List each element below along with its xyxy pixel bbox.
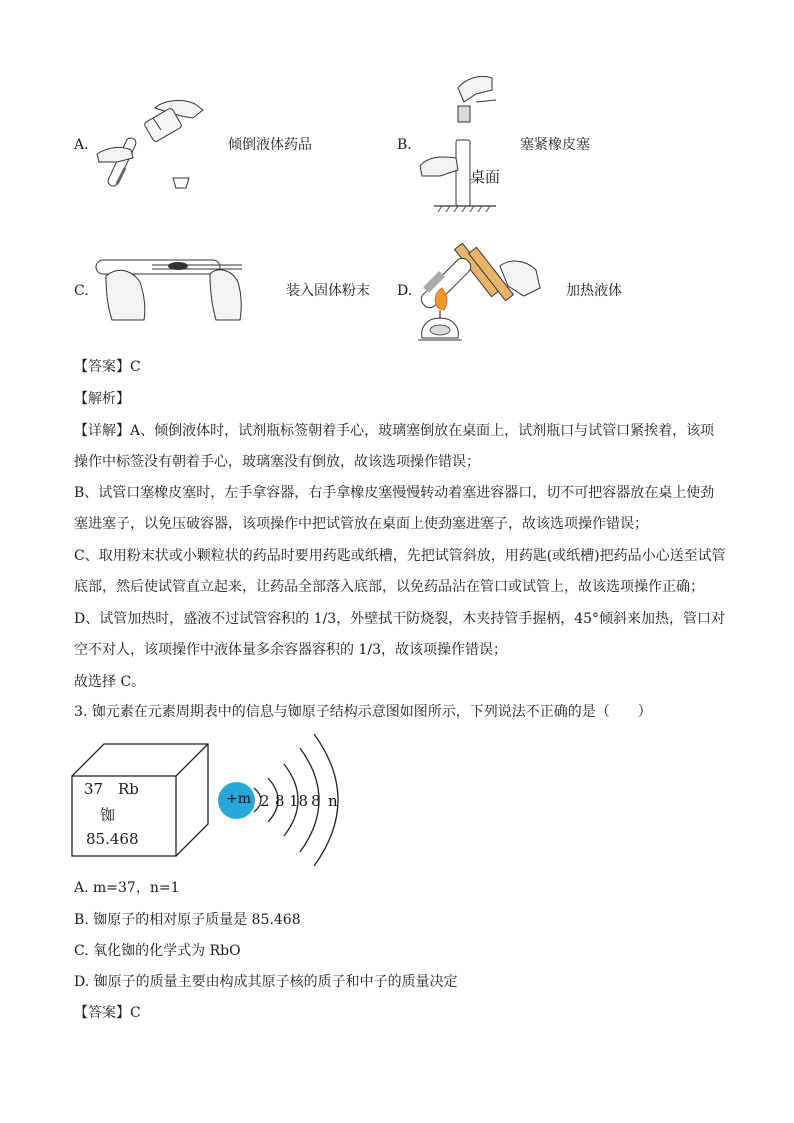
explanation-line-2: 操作中标签没有朝着手心，玻璃塞没有倒放，故该选项操作错误； <box>74 454 480 470</box>
nucleus-charge: +m <box>226 791 252 807</box>
explanation-line-1: 【详解】A、倾倒液体时，试剂瓶标签朝着手心，玻璃塞倒放在桌面上，试剂瓶口与试管口紧挨着，该项 <box>74 423 715 439</box>
atomic-mass: 85.468 <box>86 830 139 848</box>
choice-a: A. m=37，n=1 <box>74 880 180 896</box>
choice-c: C. 氧化铷的化学式为 RbO <box>74 943 241 959</box>
explanation-line-3: B、试管口塞橡皮塞时，左手拿容器，右手拿橡皮塞慢慢转动着塞进容器口，切不可把容器放在桌上使劲 <box>74 485 715 501</box>
option-a-letter: A. <box>74 137 89 153</box>
option-b-label: 塞紧橡皮塞 <box>520 137 590 153</box>
element-name: 铷 <box>100 806 116 824</box>
insert-stopper-illustration <box>420 72 510 214</box>
option-d-letter: D. <box>397 283 413 299</box>
explanation-line-8: 空不对人，该项操作中液体量多余容器容积的 1/3，故该项操作错误； <box>74 642 507 658</box>
shell-5-electrons: n <box>328 792 338 810</box>
question-3-stem: 3. 铷元素在元素周期表中的信息与铷原子结构示意图如图所示，下列说法不正确的是（ ） <box>74 704 652 720</box>
explanation-line-5: C、取用粉末状或小颗粒状的药品时要用药匙或纸槽，先把试管斜放，用药匙(或纸槽)把药品小心送至试管 <box>74 548 726 564</box>
element-symbol: Rb <box>118 780 139 798</box>
shell-3-electrons: 18 <box>289 792 309 810</box>
explanation-line-7: D、试管加热时，盛液不过试管容积的 1/3，外壁拭干防烧裂，木夹持管手握柄，45°倾斜来加热，管口对 <box>74 611 726 627</box>
shell-4-electrons: 8 <box>311 792 321 810</box>
answer-2: 【答案】C <box>74 1005 141 1021</box>
option-c-label: 装入固体粉末 <box>286 283 370 299</box>
option-a-label: 倾倒液体药品 <box>228 137 312 153</box>
explanation-line-6: 底部，然后使试管直立起来，让药品全部落入底部，以免药品沾在管口或试管上，故该选项操作正确； <box>74 579 704 595</box>
explanation-line-9: 故选择 C。 <box>74 674 146 690</box>
analysis-heading: 【解析】 <box>74 391 130 407</box>
shell-1-electrons: 2 <box>260 792 270 810</box>
table-label: 桌面 <box>470 168 501 186</box>
shell-2-electrons: 8 <box>275 792 285 810</box>
option-c-letter: C. <box>74 283 89 299</box>
powder-loading-illustration <box>92 248 252 324</box>
choice-d: D. 铷原子的质量主要由构成其原子核的质子和中子的质量决定 <box>74 974 458 990</box>
option-b-letter: B. <box>397 137 412 153</box>
explanation-line-4: 塞进塞子，以免压破容器，该项操作中把试管放在桌面上使劲塞进塞子，故该选项操作错误； <box>74 516 648 532</box>
heating-liquid-illustration <box>412 230 552 348</box>
pour-liquid-illustration <box>95 96 215 196</box>
choice-b: B. 铷原子的相对原子质量是 85.468 <box>74 912 301 928</box>
answer-1: 【答案】C <box>74 359 141 375</box>
atomic-number: 37 <box>84 780 104 798</box>
option-d-label: 加热液体 <box>566 283 622 299</box>
